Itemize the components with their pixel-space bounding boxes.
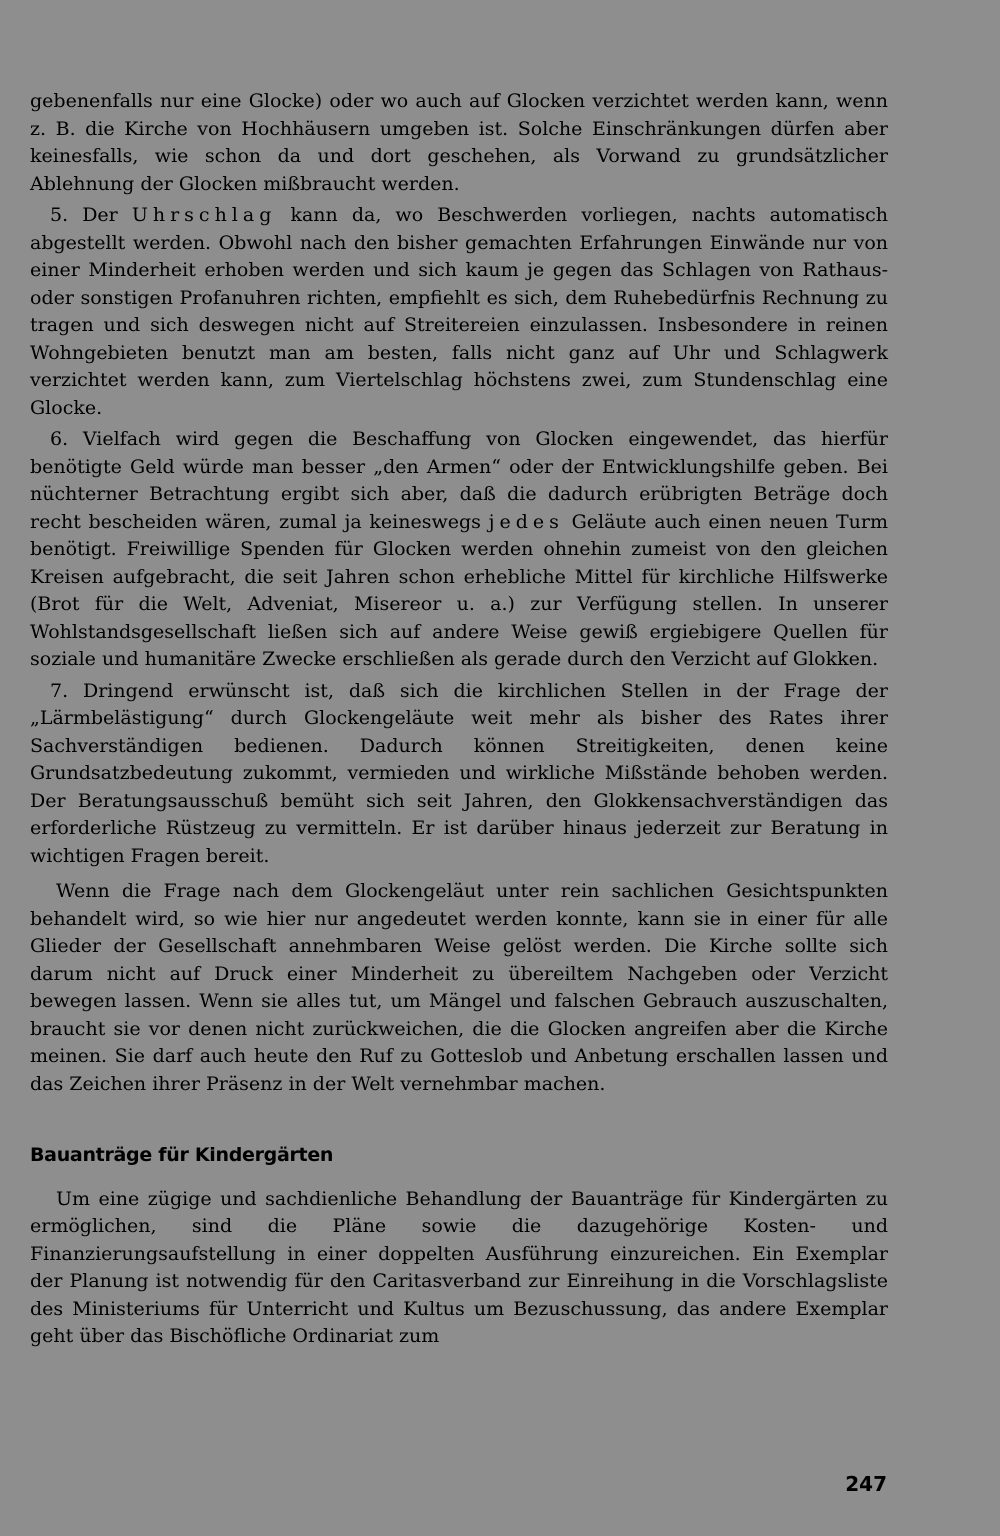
paragraph-7: 7. Dringend erwünscht ist, daß sich die kirchlichen Stellen in der Frage der „Lärmbelästigung“ durch Glockengeläute weit mehr als bisher des Rates ihrer Sachverständigen bedienen. Dadurch können Streitigkeiten, denen keine Grundsatzbedeutung zukommt, vermieden und wirkliche Mißstände behoben werden. Der Beratungsausschuß bemüht sich seit Jahren, den Glokkensachverständigen das erforderliche Rüstzeug zu vermitteln. Er ist darüber hinaus jederzeit zur Beratung in wichtigen Fragen bereit. <box>30 679 888 867</box>
spaced-term-jedes: jedes <box>488 510 564 533</box>
page-number: 247 <box>845 1472 887 1496</box>
spaced-term-uhrschlag: Uhrschlag <box>131 204 277 226</box>
paragraph-5-start: 5. Der <box>50 204 132 226</box>
paragraph-5-rest: kann da, wo Beschwerden vorliegen, nachts automatisch abgestellt werden. Obwohl nach den bisher gemachten Erfahrungen Einwände nur von einer Minderheit erhoben werden und sich kaum je gegen das Schlagen von Rathaus- oder sonstigen Profanuhren richten, empfiehlt es sich, dem Ruhebedürfnis Rechnung zu tragen und sich deswegen nicht auf Streitereien einzulassen. Insbesondere in reinen Wohngebieten benutzt man am besten, falls nicht ganz auf Uhr und Schlagwerk verzichtet werden kann, zum Viertelschlag höchstens zwei, zum Stundenschlag eine Glocke. <box>30 204 888 419</box>
paragraph-6-start: 6. Vielfach wird gegen die Beschaffung von Glocken eingewendet, das hierfür benötigte Geld würde man besser „den Armen“ oder der Entwicklungshilfe geben. Bei nüchterner Betrachtung ergibt sich aber, daß die dadurch erübrigten Beträge doch recht bescheiden wären, zumal ja keineswegs <box>30 428 888 533</box>
paragraph-5 <box>30 202 888 422</box>
paragraph-6 <box>30 426 888 674</box>
document-page <box>30 88 888 1355</box>
paragraph-kindergarten: Um eine zügige und sachdienliche Behandlung der Bauanträge für Kindergärten zu ermöglichen, sind die Pläne sowie die dazugehörige Kosten- und Finanzierungsaufstellung in einer doppelten Ausführung einzureichen. Ein Exemplar der Planung ist notwendig für den Caritasverband zur Einreihung in die Vorschlagsliste des Ministeriums für Unterricht und Kultus um Bezuschussung, das andere Exemplar geht über das Bischöfliche Ordinariat zum <box>30 1187 888 1347</box>
paragraph-6-rest: Geläute auch einen neuen Turm benötigt. Freiwillige Spenden für Glocken werden ohnehin zumeist von den gleichen Kreisen aufgebracht, die seit Jahren schon erhebliche Mittel für kirchliche Hilfswerke (Brot für die Welt, Adveniat, Misereor u. a.) zur Verfügung stellen. In unserer Wohlstandsgesellschaft ließen sich auf andere Weise gewiß ergiebigere Quellen für soziale und humanitäre Zwecke erschließen als gerade durch den Verzicht auf Glokken. <box>30 510 888 670</box>
section-heading: Bauanträge für Kindergärten <box>30 1144 334 1166</box>
paragraph-continuation: gebenenfalls nur eine Glocke) oder wo auch auf Glocken verzichtet werden kann, wenn z. B. die Kirche von Hochhäusern umgeben ist. Solche Einschränkungen dürfen aber keinesfalls, wie schon da und dort geschehen, als Vorwand zu grundsätzlicher Ablehnung der Glocken mißbraucht werden. <box>30 90 888 195</box>
paragraph-conclusion: Wenn die Frage nach dem Glockengeläut unter rein sachlichen Gesichtspunkten behandelt wird, so wie hier nur angedeutet werden konnte, kann sie in einer für alle Glieder der Gesellschaft annehmbaren Weise gelöst werden. Die Kirche sollte sich darum nicht auf Druck einer Minderheit zu übereiltem Nachgeben oder Verzicht bewegen lassen. Wenn sie alles tut, um Mängel und falschen Gebrauch auszuschalten, braucht sie vor denen nicht zurückweichen, die die Glocken angreifen aber die Kirche meinen. Sie darf auch heute den Ruf zu Gotteslob und Anbetung erschallen lassen und das Zeichen ihrer Präsenz in der Welt vernehmbar machen. <box>30 880 888 1095</box>
